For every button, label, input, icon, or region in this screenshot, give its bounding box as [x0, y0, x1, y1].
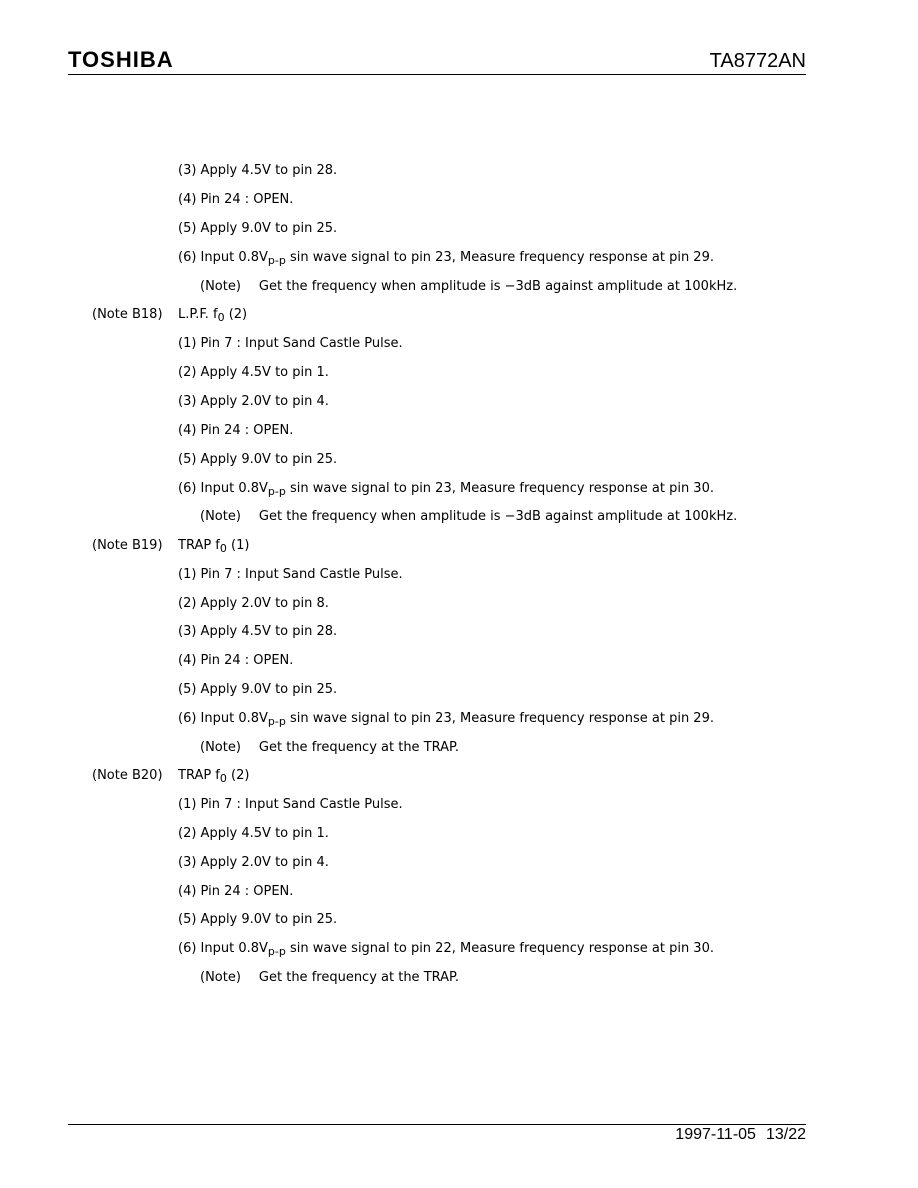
note-text: Get the frequency at the TRAP.	[258, 740, 459, 755]
step-text: sin wave signal to pin 23, Measure frequency response at pin 30.	[285, 481, 714, 496]
step-text: sin wave signal to pin 23, Measure frequency response at pin 29.	[285, 250, 714, 265]
step-item: (4) Pin 24 : OPEN.	[178, 884, 294, 899]
step-item: (3) Apply 2.0V to pin 4.	[178, 394, 329, 409]
note-label: (Note)	[200, 279, 241, 294]
note-id: (Note B19)	[92, 538, 163, 553]
step-item	[178, 941, 714, 957]
step-text: (6) Input 0.8V	[178, 941, 268, 956]
step-text: (6) Input 0.8V	[178, 711, 268, 726]
step-item	[178, 250, 714, 266]
step-item: (3) Apply 4.5V to pin 28.	[178, 624, 338, 639]
footer	[675, 1126, 806, 1144]
step-item: (4) Pin 24 : OPEN.	[178, 653, 294, 668]
step-text: (6) Input 0.8V	[178, 250, 268, 265]
note-line	[200, 279, 737, 295]
note-line	[200, 970, 459, 986]
footer-divider	[68, 1124, 806, 1125]
note-label: (Note)	[200, 740, 241, 755]
step-text: (6) Input 0.8V	[178, 481, 268, 496]
step-text: sin wave signal to pin 23, Measure frequency response at pin 29.	[285, 711, 714, 726]
step-item: (2) Apply 2.0V to pin 8.	[178, 596, 329, 611]
note-title: TRAP $f_0$ (1)	[178, 538, 250, 555]
step-item: (5) Apply 9.0V to pin 25.	[178, 682, 338, 697]
step-item	[178, 481, 714, 497]
note-id: (Note B18)	[92, 307, 163, 322]
brand-logo: TOSHIBA	[68, 47, 174, 72]
step-item: (5) Apply 9.0V to pin 25.	[178, 452, 338, 467]
step-item: (4) Pin 24 : OPEN.	[178, 192, 294, 207]
note-label: (Note)	[200, 970, 241, 985]
step-item: (1) Pin 7 : Input Sand Castle Pulse.	[178, 797, 403, 812]
step-item: (5) Apply 9.0V to pin 25.	[178, 221, 338, 236]
step-text: sin wave signal to pin 22, Measure frequency response at pin 30.	[285, 941, 714, 956]
step-item: (2) Apply 4.5V to pin 1.	[178, 826, 329, 841]
part-number: TA8772AN	[709, 50, 806, 72]
note-text: Get the frequency at the TRAP.	[258, 970, 459, 985]
note-text: Get the frequency when amplitude is −3dB against amplitude at 100kHz.	[258, 279, 738, 294]
subscript: p-p	[267, 715, 286, 728]
step-item: (1) Pin 7 : Input Sand Castle Pulse.	[178, 336, 403, 351]
subscript: p-p	[267, 485, 286, 498]
note-text: Get the frequency when amplitude is −3dB against amplitude at 100kHz.	[258, 509, 738, 524]
note-title: TRAP $f_0$ (2)	[178, 768, 250, 785]
step-item	[178, 711, 714, 727]
note-title: L.P.F. $f_0$ (2)	[178, 307, 248, 324]
note-line	[200, 740, 459, 756]
note-id: (Note B20)	[92, 768, 163, 783]
header-divider	[68, 74, 806, 75]
note-heading-b20	[92, 768, 250, 785]
step-item: (1) Pin 7 : Input Sand Castle Pulse.	[178, 567, 403, 582]
note-heading-b19	[92, 538, 250, 555]
note-heading-b18	[92, 307, 248, 324]
subscript: p-p	[267, 254, 286, 267]
note-label: (Note)	[200, 509, 241, 524]
step-item: (3) Apply 4.5V to pin 28.	[178, 163, 338, 178]
step-item: (3) Apply 2.0V to pin 4.	[178, 855, 329, 870]
footer-date: 1997-11-05	[675, 1126, 756, 1143]
step-item: (4) Pin 24 : OPEN.	[178, 423, 294, 438]
page-number: 13/22	[765, 1126, 806, 1143]
subscript: p-p	[267, 945, 286, 958]
note-line	[200, 509, 737, 525]
step-item: (5) Apply 9.0V to pin 25.	[178, 912, 338, 927]
step-item: (2) Apply 4.5V to pin 1.	[178, 365, 329, 380]
